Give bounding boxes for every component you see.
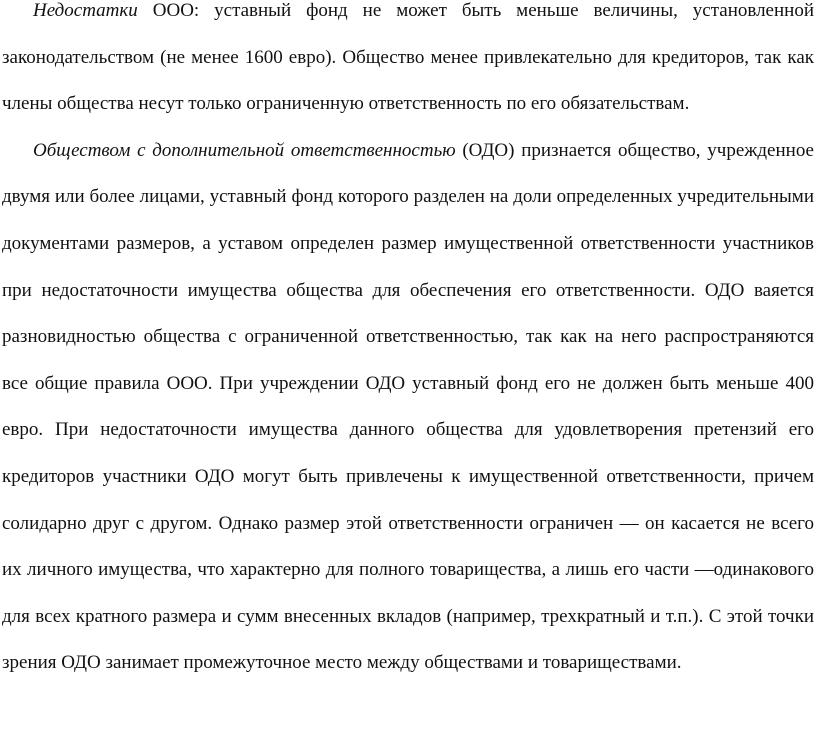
paragraph-text: ООО: уставный фонд не может быть меньше величины, установленной законодательством (не менее 1600 евро). Общество менее привлекательно для кредиторов, так как члены общества несут только ограниченную ответственность по его обязательствам. — [2, 0, 814, 115]
paragraph-disadvantages — [2, 0, 814, 128]
paragraph-text: (ОДО) признается общество, учрежденное двумя или более лицами, уставный фонд которого разделен на доли определенных учредительными документами размеров, а уставом определен размер имущественной ответственности участников при недостаточности имущества общества для обеспечения его ответственности. ОДО ваяется разновидностью общества с ограниченной ответственностью, так как на него распространяются все общие правила ООО. При учреждении ОДО уставный фонд его не должен быть меньше 400 евро. При недостаточности имущества данного общества для удовлетворения претензий его кредиторов участники ОДО могут быть привлечены к имущественной ответственности, причем солидарно друг с другом. Однако размер этой ответственности ограничен — он касается не всего их личного имущества, что характерно для полного товарищества, а лишь его части —одинакового для всех кратного размера и сумм внесенных вкладов (например, трехкратный и т.п.). С этой точки зрения ОДО занимает промежуточное место между обществами и товариществами. — [2, 139, 814, 674]
paragraph-lead-italic: Недостатки — [33, 0, 138, 21]
paragraph-odo-definition — [2, 128, 814, 687]
paragraph-lead-italic: Обществом с дополнительной ответственностью — [33, 139, 456, 161]
document-page — [2, 0, 814, 687]
